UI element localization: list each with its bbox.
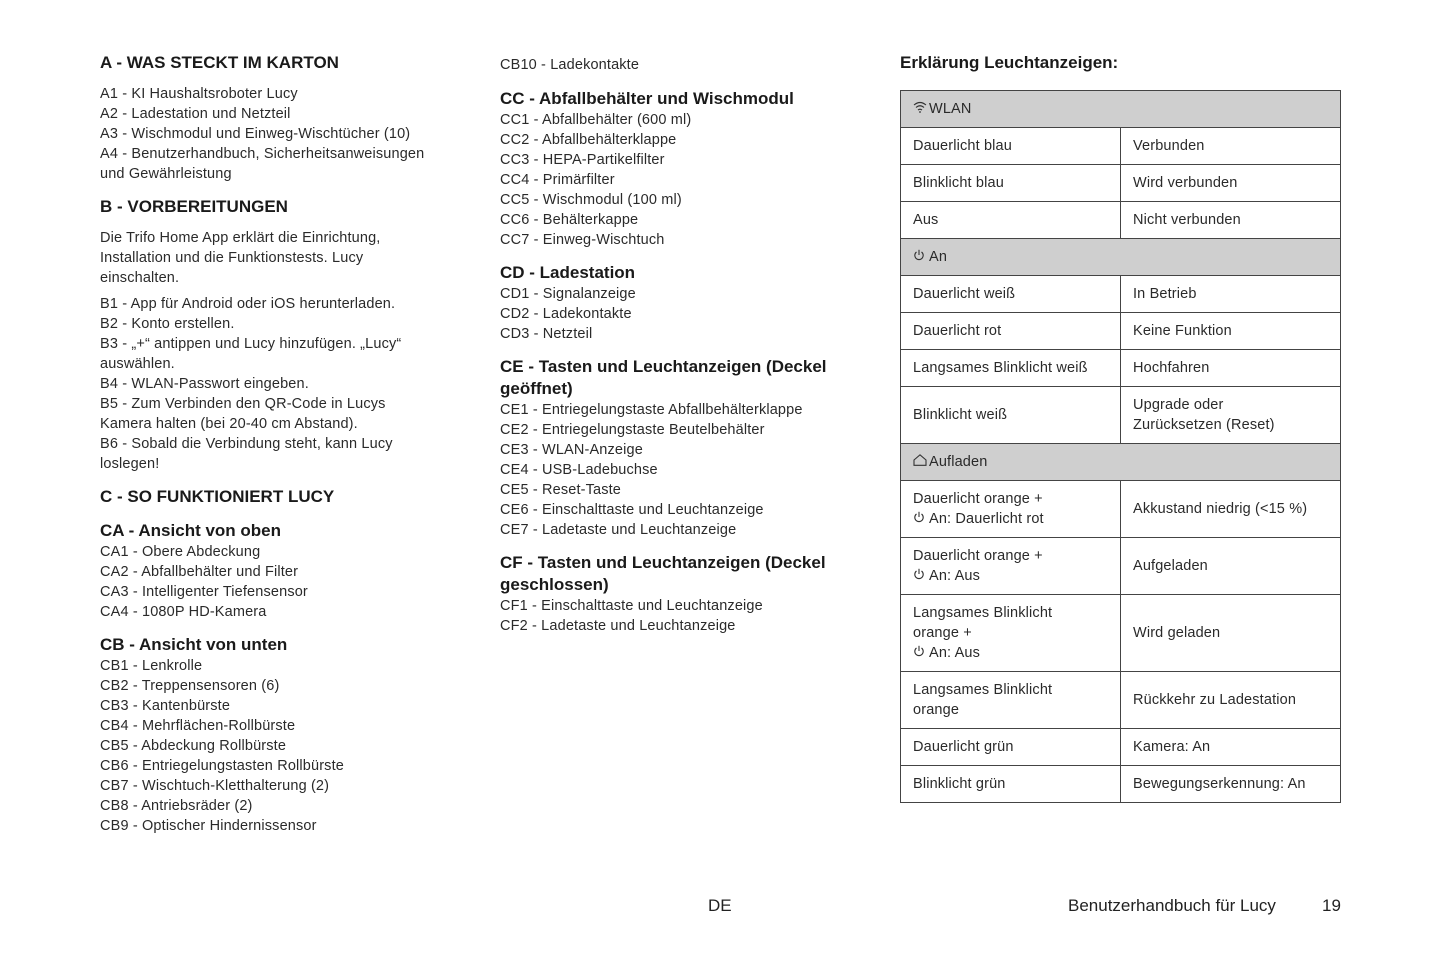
section-a-title: A - WAS STECKT IM KARTON [100, 53, 339, 72]
title-line: geöffnet) [500, 379, 573, 398]
state-line: Dauerlicht orange + [913, 548, 1043, 564]
list-item: CB9 - Optischer Hindernissensor [100, 818, 317, 834]
meaning-cell: Rückkehr zu Ladestation [1121, 672, 1341, 729]
list-item: CA1 - Obere Abdeckung [100, 544, 261, 560]
meaning-cell: Wird verbunden [1121, 165, 1341, 202]
state-cell: Dauerlicht weiß [901, 276, 1121, 313]
list-item: CB2 - Treppensensoren (6) [100, 678, 280, 694]
state-line: An: Aus [929, 645, 981, 661]
state-cell: Dauerlicht blau [901, 128, 1121, 165]
table-row [901, 128, 1341, 165]
table-row [901, 481, 1341, 538]
column-left [100, 52, 470, 836]
table-row [901, 538, 1341, 595]
state-cell [901, 672, 1121, 729]
list-item: A3 - Wischmodul und Einweg-Wischtücher (10) [100, 126, 411, 142]
meaning-cell: In Betrieb [1121, 276, 1341, 313]
intro-line: Installation und die Funktionstests. Lucy [100, 250, 364, 266]
list-item: B2 - Konto erstellen. [100, 316, 235, 332]
list-item: CB6 - Entriegelungstasten Rollbürste [100, 758, 344, 774]
list-item: CB8 - Antriebsräder (2) [100, 798, 253, 814]
list-item: CA2 - Abfallbehälter und Filter [100, 564, 299, 580]
title-line: geschlossen) [500, 575, 609, 594]
list-item: loslegen! [100, 456, 160, 472]
list-item: CB1 - Lenkrolle [100, 658, 203, 674]
list-item: B6 - Sobald die Verbindung steht, kann Lucy [100, 436, 393, 452]
list-item: CC2 - Abfallbehälterklappe [500, 132, 677, 148]
list-item: B4 - WLAN-Passwort eingeben. [100, 376, 309, 392]
table-row [901, 313, 1341, 350]
meaning-cell: Keine Funktion [1121, 313, 1341, 350]
section-b-intro [100, 228, 470, 288]
meaning-cell: Verbunden [1121, 128, 1341, 165]
state-line: An: Dauerlicht rot [929, 511, 1044, 527]
table-row [901, 239, 1341, 276]
list-item: CB3 - Kantenbürste [100, 698, 231, 714]
table-row [901, 595, 1341, 672]
table-row [901, 387, 1341, 444]
section-cd-title: CD - Ladestation [500, 263, 636, 282]
list-item: auswählen. [100, 356, 175, 372]
meaning-cell: Wird geladen [1121, 595, 1341, 672]
state-cell [901, 538, 1121, 595]
column-middle [500, 52, 860, 636]
page-number: 19 [1322, 896, 1341, 915]
header-label: An [929, 249, 948, 265]
section-cb-title: CB - Ansicht von unten [100, 635, 288, 654]
state-line: Langsames Blinklicht [913, 682, 1053, 698]
section-b-title: B - VORBEREITUNGEN [100, 197, 288, 216]
list-item: CE7 - Ladetaste und Leuchtanzeige [500, 522, 737, 538]
list-item: CE1 - Entriegelungstaste Abfallbehälterklappe [500, 402, 803, 418]
meaning-line: Upgrade oder [1133, 397, 1224, 413]
list-item: CD2 - Ladekontakte [500, 306, 632, 322]
section-ca-title: CA - Ansicht von oben [100, 521, 282, 540]
table-row [901, 276, 1341, 313]
table-row [901, 729, 1341, 766]
list-item: CF1 - Einschalttaste und Leuchtanzeige [500, 598, 763, 614]
footer-language: DE [708, 896, 732, 915]
title-line: CF - Tasten und Leuchtanzeigen (Deckel [500, 553, 826, 572]
list-item: CB5 - Abdeckung Rollbürste [100, 738, 287, 754]
section-a-list [100, 84, 470, 184]
list-item: B3 - „+“ antippen und Lucy hinzufügen. „Lucy“ [100, 336, 402, 352]
section-cc-list [500, 110, 860, 250]
list-item: CF2 - Ladetaste und Leuchtanzeige [500, 618, 736, 634]
intro-line: einschalten. [100, 270, 180, 286]
list-item: B1 - App für Android oder iOS herunterladen. [100, 296, 396, 312]
list-item: CC7 - Einweg-Wischtuch [500, 232, 665, 248]
list-item: CE2 - Entriegelungstaste Beutelbehälter [500, 422, 765, 438]
meaning-cell: Kamera: An [1121, 729, 1341, 766]
list-item: CB10 - Ladekontakte [500, 57, 640, 73]
meaning-cell: Nicht verbunden [1121, 202, 1341, 239]
power-icon [913, 509, 929, 529]
list-item: CC3 - HEPA-Partikelfilter [500, 152, 665, 168]
section-ce-title [500, 356, 860, 400]
section-ce-list [500, 400, 860, 540]
state-cell: Blinklicht blau [901, 165, 1121, 202]
power-icon [913, 643, 929, 663]
state-cell [901, 481, 1121, 538]
list-item: CE3 - WLAN-Anzeige [500, 442, 643, 458]
state-line: An: Aus [929, 568, 981, 584]
home-icon [913, 452, 929, 472]
meaning-cell: Aufgeladen [1121, 538, 1341, 595]
list-item: CC5 - Wischmodul (100 ml) [500, 192, 682, 208]
list-item: CD3 - Netzteil [500, 326, 593, 342]
header-label: WLAN [929, 101, 972, 117]
state-cell: Dauerlicht rot [901, 313, 1121, 350]
section-b-list [100, 294, 470, 474]
table-row [901, 444, 1341, 481]
power-icon [913, 566, 929, 586]
section-cf-title [500, 552, 860, 596]
section-cc-title: CC - Abfallbehälter und Wischmodul [500, 89, 794, 108]
list-item: A1 - KI Haushaltsroboter Lucy [100, 86, 298, 102]
table-row [901, 165, 1341, 202]
power-icon [913, 247, 929, 267]
list-item: B5 - Zum Verbinden den QR-Code in Lucys [100, 396, 386, 412]
state-cell: Dauerlicht grün [901, 729, 1121, 766]
list-item: CA3 - Intelligenter Tiefensensor [100, 584, 308, 600]
section-cd-list [500, 284, 860, 344]
list-item: CC6 - Behälterkappe [500, 212, 639, 228]
section-cb-list [100, 656, 470, 836]
state-line: orange + [913, 625, 972, 641]
section-cf-list [500, 596, 860, 636]
table-row [901, 350, 1341, 387]
state-line: Dauerlicht orange + [913, 491, 1043, 507]
section-ca-list [100, 542, 470, 622]
list-item: CB4 - Mehrflächen-Rollbürste [100, 718, 296, 734]
wifi-icon [913, 99, 929, 119]
intro-line: Die Trifo Home App erklärt die Einrichtung, [100, 230, 381, 246]
list-item: CC1 - Abfallbehälter (600 ml) [500, 112, 692, 128]
table-row [901, 766, 1341, 803]
list-item: A4 - Benutzerhandbuch, Sicherheitsanweisungen [100, 146, 425, 162]
title-line: CE - Tasten und Leuchtanzeigen (Deckel [500, 357, 827, 376]
state-line: orange [913, 702, 960, 718]
legend-title: Erklärung Leuchtanzeigen: [900, 53, 1119, 72]
light-indicator-table [900, 90, 1341, 803]
meaning-cell [1121, 387, 1341, 444]
footer-title: Benutzerhandbuch für Lucy [1068, 896, 1276, 915]
meaning-cell: Akkustand niedrig (<15 %) [1121, 481, 1341, 538]
section-c-title: C - SO FUNKTIONIERT LUCY [100, 487, 335, 506]
column-right [900, 52, 1341, 74]
list-item: CE4 - USB-Ladebuchse [500, 462, 658, 478]
list-item: A2 - Ladestation und Netzteil [100, 106, 291, 122]
list-item: CC4 - Primärfilter [500, 172, 615, 188]
state-cell: Blinklicht weiß [901, 387, 1121, 444]
list-item: CB7 - Wischtuch-Kletthalterung (2) [100, 778, 330, 794]
list-item: CE5 - Reset-Taste [500, 482, 622, 498]
table-row [901, 672, 1341, 729]
table-row [901, 202, 1341, 239]
list-item: CD1 - Signalanzeige [500, 286, 636, 302]
list-item: CA4 - 1080P HD-Kamera [100, 604, 267, 620]
meaning-cell: Bewegungserkennung: An [1121, 766, 1341, 803]
list-item: Kamera halten (bei 20-40 cm Abstand). [100, 416, 358, 432]
list-item: und Gewährleistung [100, 166, 232, 182]
state-cell: Langsames Blinklicht weiß [901, 350, 1121, 387]
state-cell: Blinklicht grün [901, 766, 1121, 803]
state-cell [901, 595, 1121, 672]
state-cell: Aus [901, 202, 1121, 239]
meaning-cell: Hochfahren [1121, 350, 1341, 387]
header-label: Aufladen [929, 454, 988, 470]
meaning-line: Zurücksetzen (Reset) [1133, 417, 1275, 433]
state-line: Langsames Blinklicht [913, 605, 1053, 621]
list-item: CE6 - Einschalttaste und Leuchtanzeige [500, 502, 764, 518]
table-row [901, 91, 1341, 128]
